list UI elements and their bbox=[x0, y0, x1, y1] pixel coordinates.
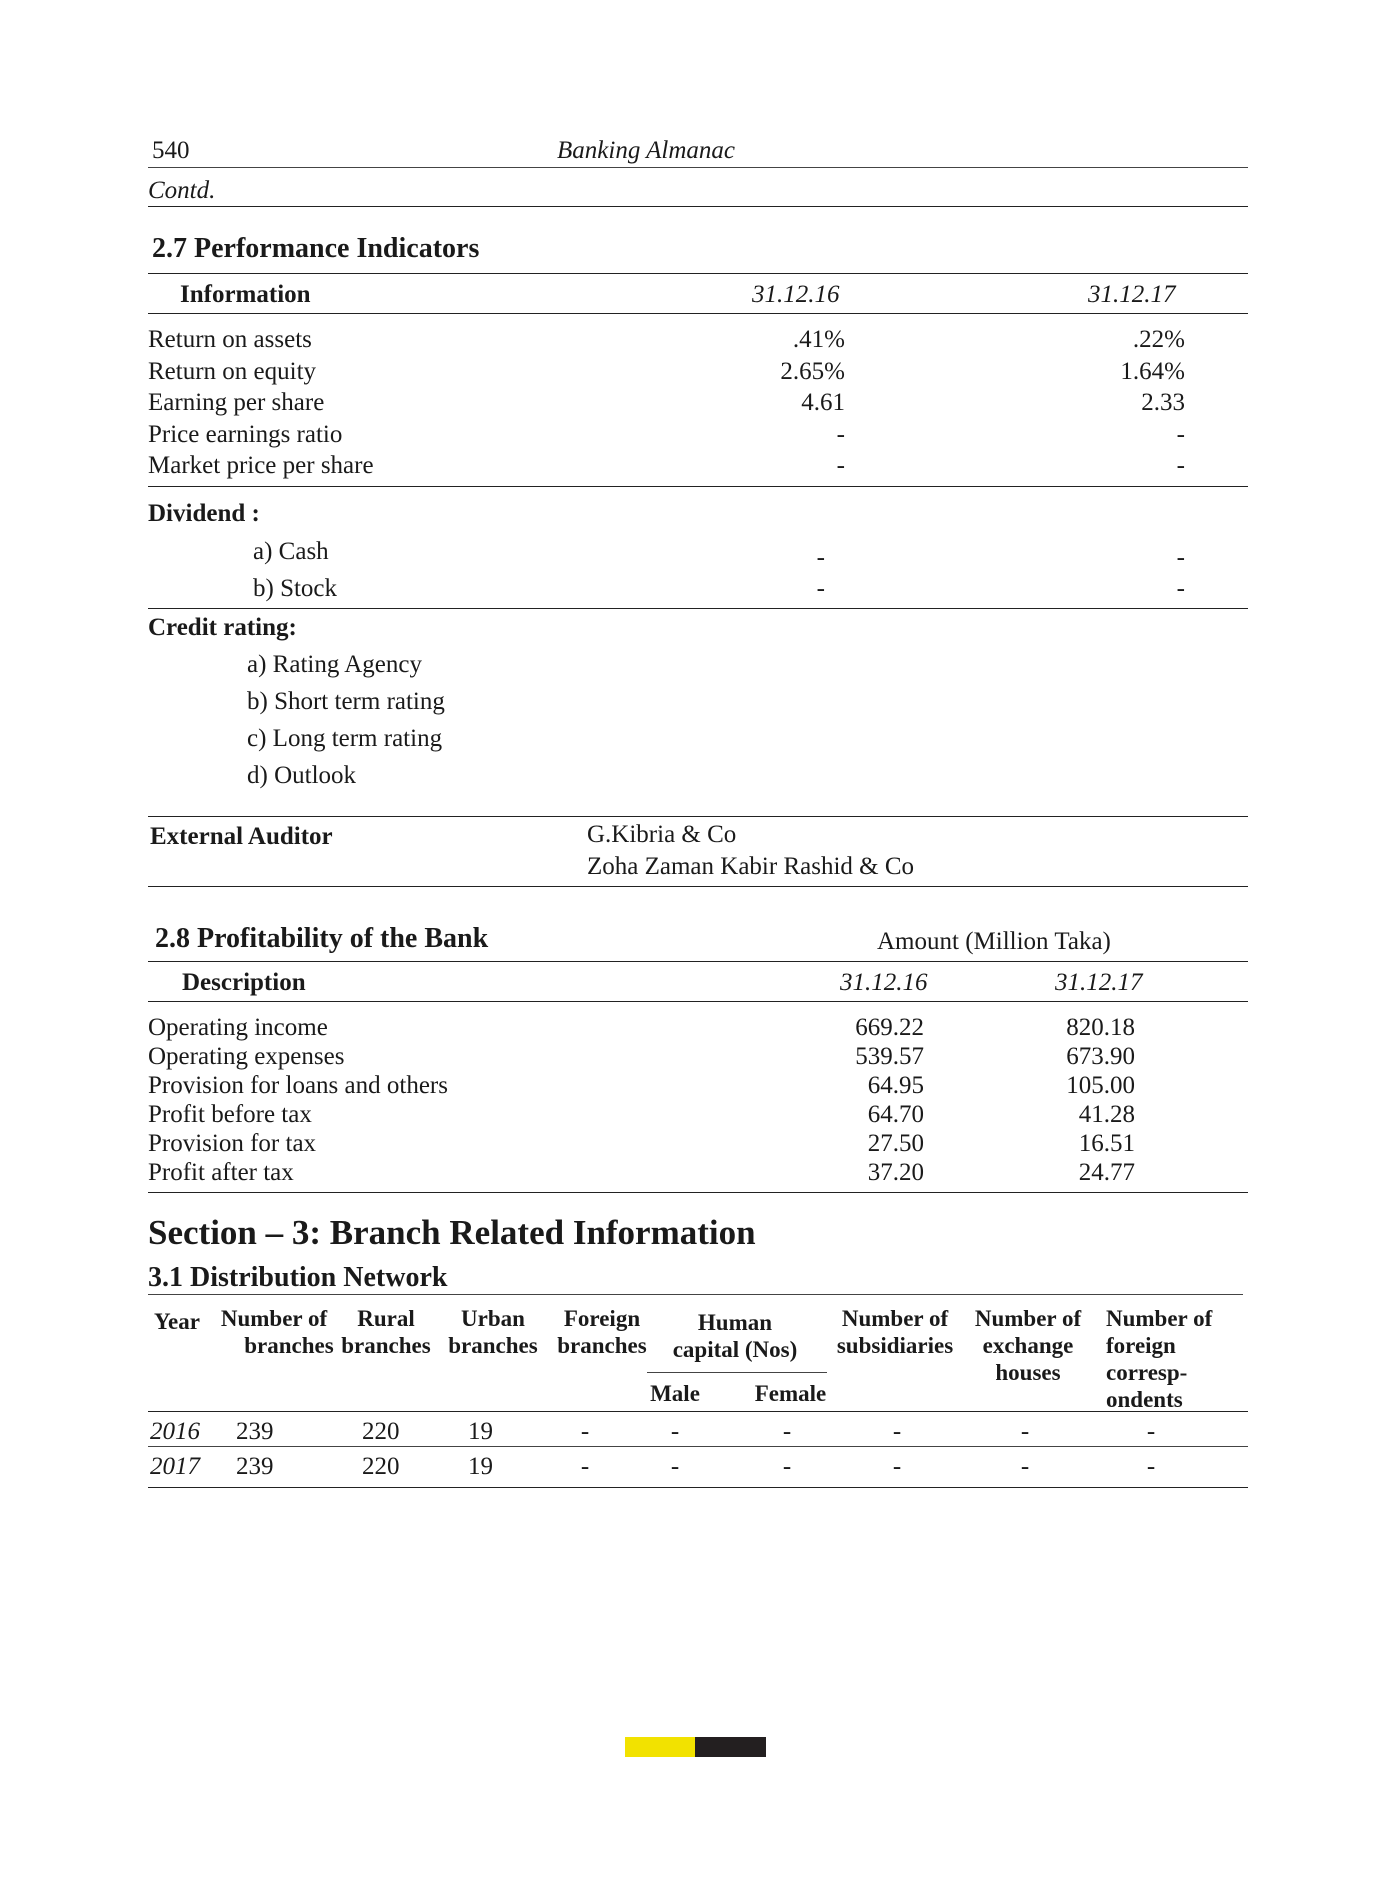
profit-top-rule bbox=[148, 961, 1248, 962]
hdr-urban-line1: Urban bbox=[461, 1306, 525, 1331]
hdr-exchange-line2: exchange bbox=[982, 1333, 1074, 1358]
hdr-correspondents-line3: corresp- bbox=[1106, 1360, 1188, 1385]
dividend-row-2017: - bbox=[1176, 575, 1185, 602]
distribution-bottom-rule bbox=[148, 1487, 1248, 1488]
perf-row-label: Price earnings ratio bbox=[148, 420, 343, 448]
profit-row-2016: 64.70 bbox=[867, 1101, 924, 1128]
hdr-foreign-line1: Foreign bbox=[563, 1306, 641, 1331]
auditor-1: G.Kibria & Co bbox=[587, 821, 737, 848]
header-rule bbox=[148, 167, 1248, 168]
perf-row-2016: .41% bbox=[792, 326, 845, 353]
hdr-correspondents-line4: ondents bbox=[1106, 1387, 1183, 1412]
credit-rating-item: d) Outlook bbox=[247, 762, 357, 789]
profit-row-label: Operating income bbox=[148, 1014, 328, 1041]
hdr-rural-branches bbox=[336, 1305, 436, 1359]
profit-row-2016: 64.95 bbox=[867, 1072, 924, 1099]
hdr-rural-line2: branches bbox=[341, 1333, 431, 1358]
profit-bottom-rule bbox=[148, 1192, 1248, 1193]
hdr-human-line2: capital (Nos) bbox=[672, 1337, 798, 1362]
perf-col-2016: 31.12.16 bbox=[752, 281, 840, 308]
hdr-exchange-line3: houses bbox=[995, 1360, 1061, 1385]
hdr-number-of-subsidiaries bbox=[830, 1305, 960, 1359]
contd-label: Contd. bbox=[148, 177, 216, 204]
distribution-header-rule bbox=[148, 1411, 1248, 1412]
dividend-row-2016: - bbox=[816, 575, 825, 602]
dist-cell-foreign: - bbox=[580, 1418, 590, 1445]
dist-cell-male: - bbox=[670, 1418, 680, 1445]
profit-row-label: Profit before tax bbox=[148, 1101, 312, 1128]
profit-row-2017: 24.77 bbox=[1078, 1159, 1135, 1186]
distribution-network-title: 3.1 Distribution Network bbox=[148, 1262, 448, 1293]
profit-col-description: Description bbox=[182, 969, 306, 996]
dist-cell-year: 2017 bbox=[150, 1453, 200, 1480]
profit-row-label: Profit after tax bbox=[148, 1159, 294, 1186]
dist-cell-branches: 239 bbox=[236, 1453, 274, 1480]
dist-cell-female: - bbox=[782, 1418, 792, 1445]
page-number: 540 bbox=[152, 137, 190, 164]
amount-unit: Amount (Million Taka) bbox=[877, 928, 1111, 955]
distribution-row-rule bbox=[148, 1446, 1248, 1447]
dist-cell-rural: 220 bbox=[362, 1418, 400, 1445]
dist-cell-urban: 19 bbox=[468, 1453, 493, 1480]
credit-rating-label: Credit rating: bbox=[148, 614, 297, 641]
dividend-row-label: a) Cash bbox=[253, 538, 329, 565]
profit-row-2017: 820.18 bbox=[1066, 1014, 1135, 1041]
hdr-rural-line1: Rural bbox=[357, 1306, 415, 1331]
perf-row-label: Market price per share bbox=[148, 452, 374, 479]
credit-rule bbox=[148, 816, 1248, 817]
section-title-performance: 2.7 Performance Indicators bbox=[152, 233, 480, 264]
profit-row-2016: 37.20 bbox=[867, 1159, 924, 1186]
profit-row-label: Provision for tax bbox=[148, 1130, 317, 1157]
hdr-exchange-line1: Number of bbox=[974, 1306, 1082, 1331]
profit-row-2017: 16.51 bbox=[1078, 1130, 1135, 1157]
dividend-rule bbox=[148, 608, 1248, 609]
perf-body-rule bbox=[148, 486, 1248, 487]
perf-row-label: Return on assets bbox=[148, 326, 312, 353]
hdr-subsidiaries-line2: subsidiaries bbox=[836, 1333, 954, 1358]
hdr-year: Year bbox=[154, 1309, 200, 1334]
dist-cell-urban: 19 bbox=[468, 1418, 493, 1445]
dist-cell-year: 2016 bbox=[150, 1418, 200, 1445]
running-title: Banking Almanac bbox=[557, 137, 735, 164]
hdr-foreign-branches bbox=[552, 1305, 652, 1359]
dist-cell-correspondents: - bbox=[1146, 1418, 1156, 1445]
perf-row-2017: - bbox=[1176, 452, 1185, 479]
footer-bar-dark bbox=[695, 1737, 766, 1757]
external-auditor-label: External Auditor bbox=[150, 823, 333, 850]
dividend-row-label: b) Stock bbox=[253, 575, 338, 602]
hdr-branches-line1: Number of bbox=[220, 1306, 328, 1331]
profit-row-2016: 27.50 bbox=[867, 1130, 924, 1157]
hdr-foreign-line2: branches bbox=[557, 1333, 647, 1358]
hdr-number-of-foreign-correspondents bbox=[1106, 1305, 1236, 1413]
hdr-male: Male bbox=[650, 1381, 700, 1406]
hdr-correspondents-line1: Number of bbox=[1106, 1306, 1213, 1331]
perf-header-rule bbox=[148, 313, 1248, 314]
hdr-number-of-branches bbox=[214, 1305, 334, 1359]
hdr-urban-line2: branches bbox=[448, 1333, 538, 1358]
perf-col-information: Information bbox=[180, 281, 311, 308]
perf-row-2016: - bbox=[836, 452, 845, 479]
perf-row-2016: 2.65% bbox=[780, 357, 845, 385]
dist-cell-foreign: - bbox=[580, 1453, 590, 1480]
dist-cell-rural: 220 bbox=[362, 1453, 400, 1480]
distribution-title-rule bbox=[148, 1294, 1243, 1295]
dividend-label: Dividend : bbox=[148, 500, 260, 527]
footer-bar-yellow bbox=[625, 1737, 695, 1757]
dist-cell-subsidiaries: - bbox=[892, 1418, 902, 1445]
perf-row-2017: 1.64% bbox=[1120, 357, 1185, 385]
dist-cell-exchange: - bbox=[1020, 1418, 1030, 1445]
profit-row-2016: 539.57 bbox=[855, 1043, 924, 1070]
perf-row-2017: - bbox=[1176, 420, 1185, 448]
profit-header-rule bbox=[148, 1001, 1248, 1002]
profit-row-2016: 669.22 bbox=[855, 1014, 924, 1041]
hdr-branches-line2: branches bbox=[244, 1333, 334, 1358]
profit-row-label: Operating expenses bbox=[148, 1043, 345, 1070]
perf-col-2017: 31.12.17 bbox=[1088, 281, 1176, 308]
profit-col-2016: 31.12.16 bbox=[840, 969, 928, 996]
perf-row-2017: .22% bbox=[1132, 326, 1185, 353]
dist-cell-correspondents: - bbox=[1146, 1453, 1156, 1480]
dividend-row-2017: - bbox=[1176, 544, 1185, 571]
auditor-rule bbox=[148, 886, 1248, 887]
contd-rule bbox=[148, 206, 1248, 207]
perf-row-label: Return on equity bbox=[148, 357, 317, 385]
section-3-title: Section – 3: Branch Related Information bbox=[148, 1213, 756, 1252]
hdr-correspondents-line2: foreign bbox=[1106, 1333, 1176, 1358]
dist-cell-female: - bbox=[782, 1453, 792, 1480]
perf-row-2016: 4.61 bbox=[801, 389, 845, 416]
hdr-subsidiaries-line1: Number of bbox=[841, 1306, 949, 1331]
perf-row-label: Earning per share bbox=[148, 389, 325, 416]
profit-row-2017: 673.90 bbox=[1066, 1043, 1135, 1070]
hdr-number-of-exchange-houses bbox=[963, 1305, 1093, 1386]
dist-cell-exchange: - bbox=[1020, 1453, 1030, 1480]
dist-cell-subsidiaries: - bbox=[892, 1453, 902, 1480]
dividend-row-2016: - bbox=[816, 544, 825, 571]
perf-row-2016: - bbox=[836, 420, 845, 448]
profit-row-label: Provision for loans and others bbox=[148, 1072, 448, 1099]
credit-rating-item: a) Rating Agency bbox=[247, 651, 422, 678]
profit-row-2017: 105.00 bbox=[1066, 1072, 1135, 1099]
hdr-human-line1: Human bbox=[697, 1310, 773, 1335]
hdr-urban-branches bbox=[443, 1305, 543, 1359]
credit-rating-item: b) Short term rating bbox=[247, 688, 445, 715]
perf-row-2017: 2.33 bbox=[1141, 389, 1185, 416]
profit-row-2017: 41.28 bbox=[1078, 1101, 1135, 1128]
human-capital-rule bbox=[647, 1372, 827, 1373]
section-title-profitability: 2.8 Profitability of the Bank bbox=[155, 923, 489, 954]
hdr-human-capital bbox=[660, 1309, 810, 1363]
credit-rating-item: c) Long term rating bbox=[247, 725, 443, 752]
profit-col-2017: 31.12.17 bbox=[1055, 969, 1143, 996]
auditor-2: Zoha Zaman Kabir Rashid & Co bbox=[587, 853, 915, 880]
dist-cell-branches: 239 bbox=[236, 1418, 274, 1445]
hdr-female: Female bbox=[754, 1381, 827, 1406]
dist-cell-male: - bbox=[670, 1453, 680, 1480]
perf-top-rule bbox=[148, 273, 1248, 274]
